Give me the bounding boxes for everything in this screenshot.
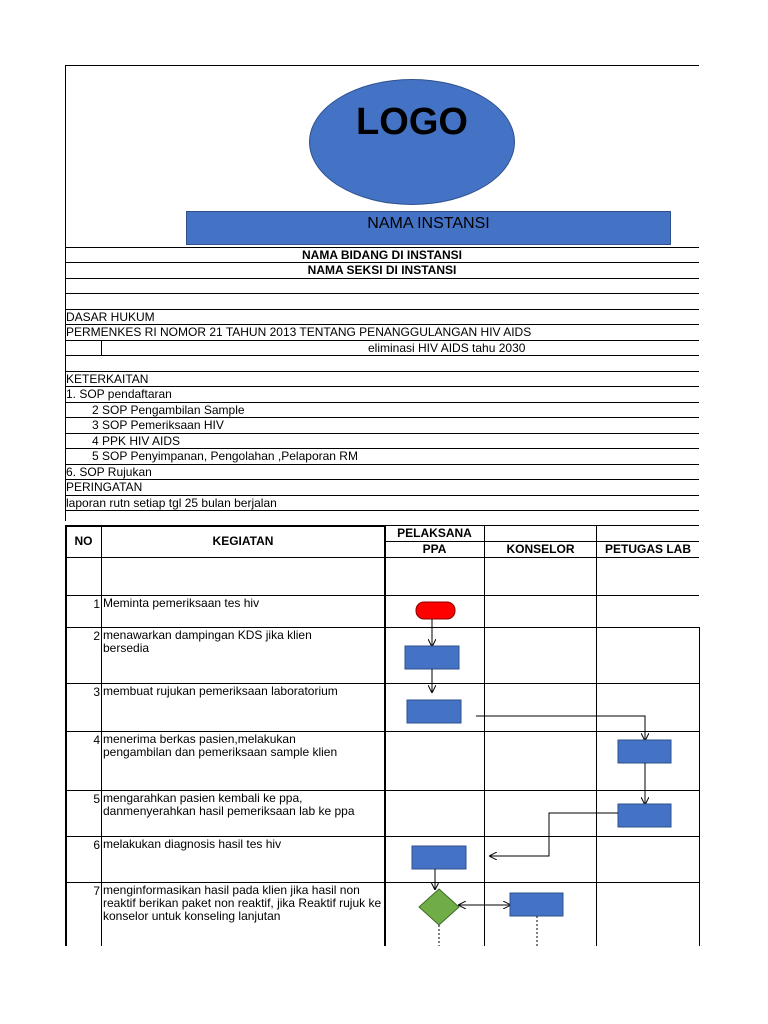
row-number: 6: [93, 838, 100, 852]
related-item: 4 PPK HIV AIDS: [92, 434, 181, 448]
related-heading: KETERKAITAN: [66, 372, 149, 386]
department-name: NAMA BIDANG DI INSTANSI: [302, 248, 462, 262]
regulation-text: PERMENKES RI NOMOR 21 TAHUN 2013 TENTANG PENANGGULANGAN HIV AIDS: [66, 325, 532, 339]
header-lab: PETUGAS LAB: [604, 542, 691, 556]
decision-diamond: [419, 889, 459, 925]
row-number: 1: [93, 597, 100, 611]
related-item: 3 SOP Pemeriksaan HIV: [92, 418, 224, 432]
related-item: 6. SOP Rujukan: [66, 465, 152, 479]
process-box: [405, 646, 459, 669]
row-number: 4: [93, 733, 100, 747]
warning-heading: PERINGATAN: [66, 480, 143, 494]
row-activity: melakukan diagnosis hasil tes hiv: [103, 837, 282, 851]
row-activity: menerima berkas pasien,melakukan pengambilan dan pemeriksaan sample klien: [103, 732, 338, 759]
process-box: [618, 804, 671, 827]
related-item: 2 SOP Pengambilan Sample: [92, 403, 245, 417]
legal-basis-heading: DASAR HUKUM: [66, 310, 155, 324]
header-activity: KEGIATAN: [212, 534, 274, 548]
related-item: 1. SOP pendaftaran: [66, 387, 172, 401]
warning-text: laporan rutn setiap tgl 25 bulan berjalan: [66, 496, 277, 510]
row-activity: mengarahkan pasien kembali ke ppa, danmenyerahkan hasil pemeriksaan lab ke ppa: [103, 791, 355, 818]
row-activity: Meminta pemeriksaan tes hiv: [103, 596, 260, 610]
header-executor: PELAKSANA: [397, 526, 472, 540]
flow-arrow: [490, 813, 618, 856]
process-box: [407, 700, 461, 723]
flow-arrow: [476, 716, 645, 740]
row-number: 2: [93, 629, 100, 643]
section-name: NAMA SEKSI DI INSTANSI: [307, 263, 457, 277]
row-number: 7: [93, 884, 100, 898]
start-terminator: [416, 602, 455, 619]
process-box: [510, 893, 563, 916]
row-activity: menawarkan dampingan KDS jika klien bersedia: [103, 628, 312, 655]
process-box: [412, 846, 466, 869]
header-counselor: KONSELOR: [506, 542, 575, 556]
row-number: 3: [93, 685, 100, 699]
row-activity: menginformasikan hasil pada klien jika hasil non reaktif berikan paket non reaktif, jika Reaktif rujuk ke konselor untuk konseling lanjutan: [103, 883, 382, 923]
header-no: NO: [74, 534, 93, 548]
row-activity: membuat rujukan pemeriksaan laboratorium: [103, 684, 338, 698]
goal-text: eliminasi HIV AIDS tahu 2030: [368, 341, 526, 355]
row-number: 5: [93, 792, 100, 806]
process-box: [618, 740, 671, 763]
institution-name: NAMA INSTANSI: [367, 215, 490, 232]
logo-text: LOGO: [356, 101, 468, 143]
related-item: 5 SOP Penyimpanan, Pengolahan ,Pelaporan RM: [92, 449, 358, 463]
header-ppa: PPA: [422, 542, 447, 556]
